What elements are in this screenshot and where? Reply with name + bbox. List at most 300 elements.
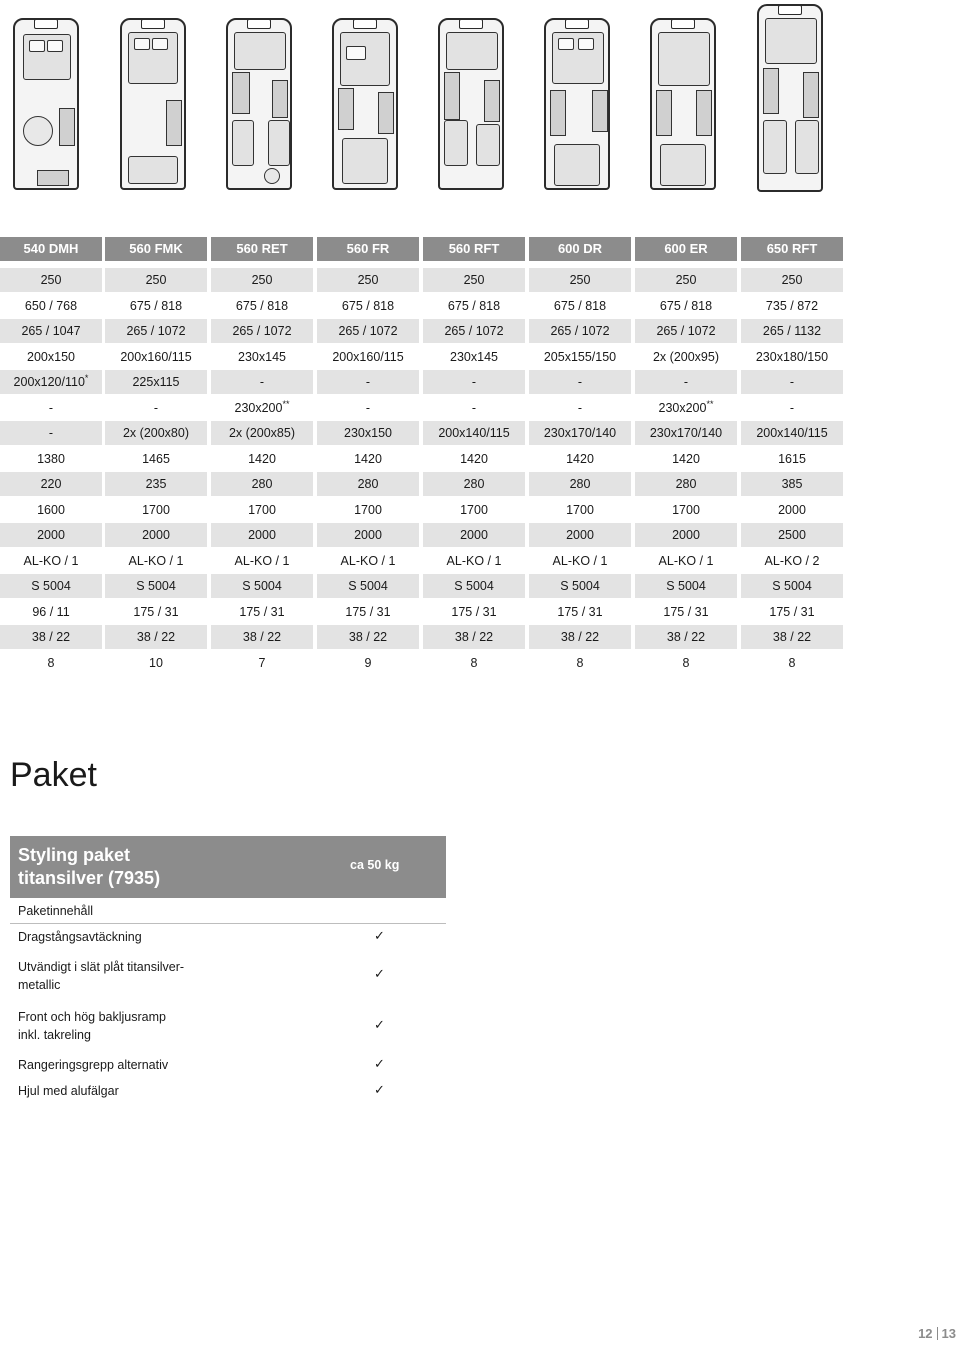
table-cell <box>105 396 207 420</box>
kitchen-unit <box>338 88 354 130</box>
table-cell <box>317 651 419 675</box>
table-cell <box>211 625 313 649</box>
single-bed-left <box>763 120 787 174</box>
table-cell <box>423 319 525 343</box>
table-cell <box>317 421 419 445</box>
table-cell <box>105 600 207 624</box>
fridge-unit <box>696 90 712 136</box>
table-cell <box>423 600 525 624</box>
table-cell <box>211 345 313 369</box>
table-cell <box>635 472 737 496</box>
cell-value: 230x170/140 <box>649 426 723 440</box>
pillow <box>558 38 574 50</box>
cell-value: 2000 <box>142 528 170 542</box>
single-bed-right <box>268 120 290 166</box>
cell-value: 675 / 818 <box>341 298 395 313</box>
section-heading: Paket <box>10 756 97 794</box>
table-cell <box>211 294 313 318</box>
cell-value: 2x (200x85) <box>228 426 295 440</box>
table-cell <box>211 396 313 420</box>
table-cell <box>423 472 525 496</box>
table-cell <box>635 498 737 522</box>
cell-value: S 5004 <box>31 579 71 593</box>
pillow <box>578 38 594 50</box>
table-cell <box>317 472 419 496</box>
cell-value: 265 / 1072 <box>444 324 504 338</box>
table-cell <box>529 574 631 598</box>
cell-value: 230x145 <box>450 349 498 364</box>
cell-value: AL-KO / 1 <box>23 553 79 568</box>
table-cell <box>529 472 631 496</box>
column-header-560-fr: 560 FR <box>317 237 419 261</box>
table-cell <box>635 574 737 598</box>
table-cell <box>529 447 631 471</box>
cell-value: 250 <box>357 273 379 287</box>
kitchen-unit <box>166 100 182 146</box>
table-cell <box>741 268 843 292</box>
check-icon: ✓ <box>374 1017 385 1032</box>
table-cell <box>423 625 525 649</box>
table-cell <box>105 625 207 649</box>
cell-value: 38 / 22 <box>31 630 71 644</box>
table-cell <box>741 625 843 649</box>
table-cell <box>105 472 207 496</box>
table-cell <box>423 574 525 598</box>
cell-value: 175 / 31 <box>239 604 285 619</box>
page-divider <box>937 1327 938 1340</box>
table-cell <box>317 625 419 649</box>
table-cell <box>635 549 737 573</box>
table-cell <box>741 549 843 573</box>
table-cell <box>317 549 419 573</box>
table-cell <box>317 574 419 598</box>
table-cell <box>317 370 419 394</box>
table-cell <box>211 421 313 445</box>
cell-value: 1700 <box>672 502 700 517</box>
column-header-560-fmk: 560 FMK <box>105 237 207 261</box>
cell-value: - <box>577 400 583 415</box>
cell-value: - <box>48 426 54 440</box>
cell-value: 38 / 22 <box>454 630 494 644</box>
window-marker <box>141 19 165 29</box>
cell-value: 1420 <box>248 451 276 466</box>
cell-value: 250 <box>569 273 591 287</box>
cell-value: 2000 <box>672 528 700 542</box>
check-icon: ✓ <box>374 1056 385 1071</box>
table-cell <box>635 396 737 420</box>
table-cell <box>741 370 843 394</box>
cell-value: AL-KO / 1 <box>128 553 184 568</box>
table-cell <box>529 421 631 445</box>
single-bed-left <box>444 120 468 166</box>
bed <box>446 32 498 70</box>
table-cell <box>211 574 313 598</box>
cell-value: 225x115 <box>132 375 180 389</box>
fridge-unit <box>272 80 288 118</box>
table-cell <box>635 625 737 649</box>
cell-value: 175 / 31 <box>451 604 497 619</box>
table-cell <box>211 447 313 471</box>
table-cell <box>105 447 207 471</box>
cell-value: 2x (200x80) <box>122 426 189 440</box>
cell-value: 8 <box>47 655 55 670</box>
table-cell <box>317 268 419 292</box>
cell-value: 200x140/115 <box>756 426 828 440</box>
table-cell <box>635 268 737 292</box>
cell-value: 8 <box>788 655 796 670</box>
fridge-unit <box>378 92 394 134</box>
bed <box>658 32 710 86</box>
table-cell <box>0 472 102 496</box>
cell-value: 175 / 31 <box>345 604 391 619</box>
cell-value: 1420 <box>566 451 594 466</box>
cell-value: 38 / 22 <box>666 630 706 644</box>
table-cell <box>423 294 525 318</box>
table-cell <box>529 498 631 522</box>
window-marker <box>565 19 589 29</box>
cell-value: 8 <box>576 655 584 670</box>
table-cell <box>317 447 419 471</box>
table-cell <box>211 549 313 573</box>
cell-value: 200x160/115 <box>332 349 404 364</box>
pillow <box>29 40 45 52</box>
floor-plan-560-fr <box>332 18 398 190</box>
table-cell <box>741 345 843 369</box>
cell-value: AL-KO / 1 <box>340 553 396 568</box>
window-marker <box>459 19 483 29</box>
page-number-right: 13 <box>941 1326 956 1341</box>
floor-plans <box>0 0 960 200</box>
table-cell <box>211 498 313 522</box>
table-cell <box>211 370 313 394</box>
cell-value: S 5004 <box>666 579 706 593</box>
kitchen-unit <box>232 72 250 114</box>
cell-value: 675 / 818 <box>553 298 607 313</box>
table-cell <box>317 600 419 624</box>
cell-value: S 5004 <box>560 579 600 593</box>
cell-value: - <box>365 375 371 389</box>
cell-value: 230x170/140 <box>543 426 617 440</box>
single-bed-right <box>795 120 819 174</box>
pillow <box>152 38 168 50</box>
table-cell <box>741 472 843 496</box>
table-cell <box>105 268 207 292</box>
pillow <box>47 40 63 52</box>
seating-area <box>342 138 388 184</box>
cell-value: 250 <box>145 273 167 287</box>
table-cell <box>529 268 631 292</box>
footnote-mark: * <box>84 372 89 383</box>
cell-value: 2x (200x95) <box>652 349 719 364</box>
cell-value: 1420 <box>672 451 700 466</box>
table-cell <box>0 447 102 471</box>
kitchen-unit <box>550 90 566 136</box>
cell-value: 675 / 818 <box>659 298 713 313</box>
cell-value: AL-KO / 1 <box>446 553 502 568</box>
column-header-600-er: 600 ER <box>635 237 737 261</box>
package-name: Styling paket titansilver (7935) <box>18 845 161 888</box>
table-cell <box>317 523 419 547</box>
cell-value: 265 / 1047 <box>21 324 81 338</box>
table-cell <box>211 523 313 547</box>
table-cell <box>529 319 631 343</box>
table-cell <box>0 421 102 445</box>
round-table <box>23 116 53 146</box>
cell-value: 1380 <box>37 451 65 466</box>
floor-plan-540-dmh <box>13 18 79 190</box>
floor-plan-560-ret <box>226 18 292 190</box>
table-cell <box>635 600 737 624</box>
table-cell <box>211 651 313 675</box>
table-cell <box>635 421 737 445</box>
cell-value: 265 / 1072 <box>232 324 292 338</box>
table-cell <box>423 447 525 471</box>
table-cell <box>529 345 631 369</box>
cell-value: 8 <box>682 655 690 670</box>
bunk-bed <box>128 156 178 184</box>
cell-value: 735 / 872 <box>765 298 819 313</box>
fridge-unit <box>484 80 500 122</box>
cell-value: 250 <box>251 273 273 287</box>
table-cell <box>105 421 207 445</box>
table-cell <box>741 319 843 343</box>
cell-value: 230x200 <box>658 400 707 415</box>
table-cell <box>741 294 843 318</box>
cell-value: 2000 <box>566 528 594 542</box>
kitchen-unit <box>444 72 460 120</box>
table-cell <box>0 268 102 292</box>
page-number-left: 12 <box>918 1326 933 1341</box>
cell-value: 280 <box>251 477 273 491</box>
cell-value: 385 <box>781 477 803 491</box>
cell-value: 650 / 768 <box>24 298 78 313</box>
table-cell <box>105 651 207 675</box>
cell-value: 1700 <box>460 502 488 517</box>
cell-value: 1700 <box>248 502 276 517</box>
table-cell <box>635 651 737 675</box>
table-cell <box>741 600 843 624</box>
table-cell <box>0 574 102 598</box>
cell-value: 38 / 22 <box>348 630 388 644</box>
table-cell <box>317 345 419 369</box>
table-cell <box>529 523 631 547</box>
cell-value: - <box>153 400 159 415</box>
cell-value: 1420 <box>460 451 488 466</box>
table-cell <box>0 523 102 547</box>
package-weight: ca 50 kg <box>350 858 400 872</box>
package-header <box>10 836 446 898</box>
table-cell <box>529 549 631 573</box>
column-header-540-dmh: 540 DMH <box>0 237 102 261</box>
washroom <box>264 168 280 184</box>
pillow <box>346 46 366 60</box>
cell-value: 200x140/115 <box>438 426 510 440</box>
cell-value: - <box>471 400 477 415</box>
cell-value: S 5004 <box>454 579 494 593</box>
cell-value: 1700 <box>566 502 594 517</box>
table-cell <box>635 523 737 547</box>
table-cell <box>105 498 207 522</box>
cell-value: S 5004 <box>772 579 812 593</box>
table-cell <box>317 396 419 420</box>
floor-plan-560-rft <box>438 18 504 190</box>
table-cell <box>741 574 843 598</box>
cell-value: 1465 <box>142 451 170 466</box>
cell-value: 230x145 <box>238 349 286 364</box>
table-cell <box>105 319 207 343</box>
package-item-label: Dragstångsavtäckning <box>18 930 142 944</box>
cell-value: 250 <box>781 273 803 287</box>
floor-plan-600-dr <box>544 18 610 190</box>
cell-value: 200x150 <box>27 349 75 364</box>
bed <box>765 18 817 64</box>
table-cell <box>105 549 207 573</box>
check-icon: ✓ <box>374 928 385 943</box>
table-cell <box>0 625 102 649</box>
cell-value: 675 / 818 <box>235 298 289 313</box>
table-cell <box>423 549 525 573</box>
table-cell <box>105 345 207 369</box>
column-header-600-dr: 600 DR <box>529 237 631 261</box>
cell-value: 1700 <box>354 502 382 517</box>
cell-value: 250 <box>463 273 485 287</box>
package-item-label: Rangeringsgrepp alternativ <box>18 1058 169 1072</box>
cell-value: 10 <box>149 655 163 670</box>
package-item-label: Utvändigt i slät plåt titansilver-metallic <box>18 960 185 992</box>
cell-value: 2000 <box>778 502 806 517</box>
cell-value: 2000 <box>248 528 276 542</box>
cell-value: 230x150 <box>344 426 392 440</box>
cell-value: 675 / 818 <box>447 298 501 313</box>
table-cell <box>635 294 737 318</box>
table-cell <box>317 294 419 318</box>
window-marker <box>778 5 802 15</box>
cell-value: 8 <box>470 655 478 670</box>
bed <box>234 32 286 70</box>
window-marker <box>353 19 377 29</box>
table-cell <box>0 294 102 318</box>
kitchen-unit <box>763 68 779 114</box>
cell-value: 280 <box>357 477 379 491</box>
cell-value: 675 / 818 <box>129 298 183 313</box>
table-cell <box>635 447 737 471</box>
cell-value: S 5004 <box>348 579 388 593</box>
cell-value: 265 / 1072 <box>338 324 398 338</box>
table-cell <box>423 498 525 522</box>
cell-value: 280 <box>675 477 697 491</box>
cell-value: 220 <box>40 477 62 491</box>
table-cell <box>741 396 843 420</box>
cell-value: AL-KO / 1 <box>552 553 608 568</box>
table-cell <box>0 600 102 624</box>
single-bed-left <box>232 120 254 166</box>
table-cell <box>423 396 525 420</box>
cell-value: AL-KO / 1 <box>234 553 290 568</box>
cell-value: - <box>259 375 265 389</box>
table-cell <box>423 268 525 292</box>
cell-value: 235 <box>145 477 167 491</box>
cell-value: 175 / 31 <box>769 604 815 619</box>
column-header-560-ret: 560 RET <box>211 237 313 261</box>
table-cell <box>105 574 207 598</box>
table-cell <box>0 651 102 675</box>
table-cell <box>423 345 525 369</box>
table-cell <box>529 294 631 318</box>
table-cell <box>211 600 313 624</box>
window-marker <box>34 19 58 29</box>
cell-value: 200x120/110 <box>13 375 85 389</box>
table-cell <box>211 472 313 496</box>
table-cell <box>529 625 631 649</box>
cell-value: 265 / 1072 <box>550 324 610 338</box>
table-cell <box>317 319 419 343</box>
cell-value: - <box>577 375 583 389</box>
cell-value: 2500 <box>778 528 806 542</box>
table-cell <box>423 421 525 445</box>
cell-value: 38 / 22 <box>560 630 600 644</box>
table-cell <box>741 421 843 445</box>
floor-plan-650-rft <box>757 4 823 192</box>
cell-value: 205x155/150 <box>543 349 617 364</box>
cell-value: - <box>365 400 371 415</box>
table-cell <box>741 523 843 547</box>
single-bed-right <box>476 124 500 166</box>
cell-value: 38 / 22 <box>772 630 812 644</box>
fridge-unit <box>803 72 819 118</box>
table-cell <box>105 294 207 318</box>
floor-plan-560-fmk <box>120 18 186 190</box>
table-cell <box>317 498 419 522</box>
table-cell <box>741 651 843 675</box>
cell-value: - <box>789 375 795 389</box>
table-cell <box>105 523 207 547</box>
package-item-label: Hjul med alufälgar <box>18 1084 119 1098</box>
table-cell <box>423 523 525 547</box>
table-cell <box>529 600 631 624</box>
cell-value: 2000 <box>37 528 65 542</box>
cell-value: 38 / 22 <box>242 630 282 644</box>
cell-value: 38 / 22 <box>136 630 176 644</box>
cell-value: 280 <box>463 477 485 491</box>
stove-unit <box>37 170 69 186</box>
table-cell <box>529 651 631 675</box>
cell-value: 280 <box>569 477 591 491</box>
cell-value: 230x200 <box>234 400 283 415</box>
package-contents-label: Paketinnehåll <box>10 898 446 924</box>
table-cell <box>635 345 737 369</box>
cell-value: 265 / 1072 <box>126 324 186 338</box>
check-icon: ✓ <box>374 966 385 981</box>
window-marker <box>247 19 271 29</box>
cell-value: - <box>471 375 477 389</box>
cell-value: 250 <box>40 273 62 287</box>
table-cell <box>423 370 525 394</box>
table-cell <box>635 370 737 394</box>
table-cell <box>211 319 313 343</box>
cell-value: 175 / 31 <box>663 604 709 619</box>
window-marker <box>671 19 695 29</box>
cell-value: - <box>48 400 54 415</box>
cell-value: 1615 <box>778 451 806 466</box>
cell-value: 265 / 1132 <box>762 324 822 338</box>
table-cell <box>741 447 843 471</box>
pillow <box>134 38 150 50</box>
seating-area <box>554 144 600 186</box>
cell-value: - <box>789 400 795 415</box>
cell-value: 96 / 11 <box>32 604 70 619</box>
package-item-label: Front och hög bakljusramp inkl. takreling <box>18 1010 166 1042</box>
column-header-560-rft: 560 RFT <box>423 237 525 261</box>
